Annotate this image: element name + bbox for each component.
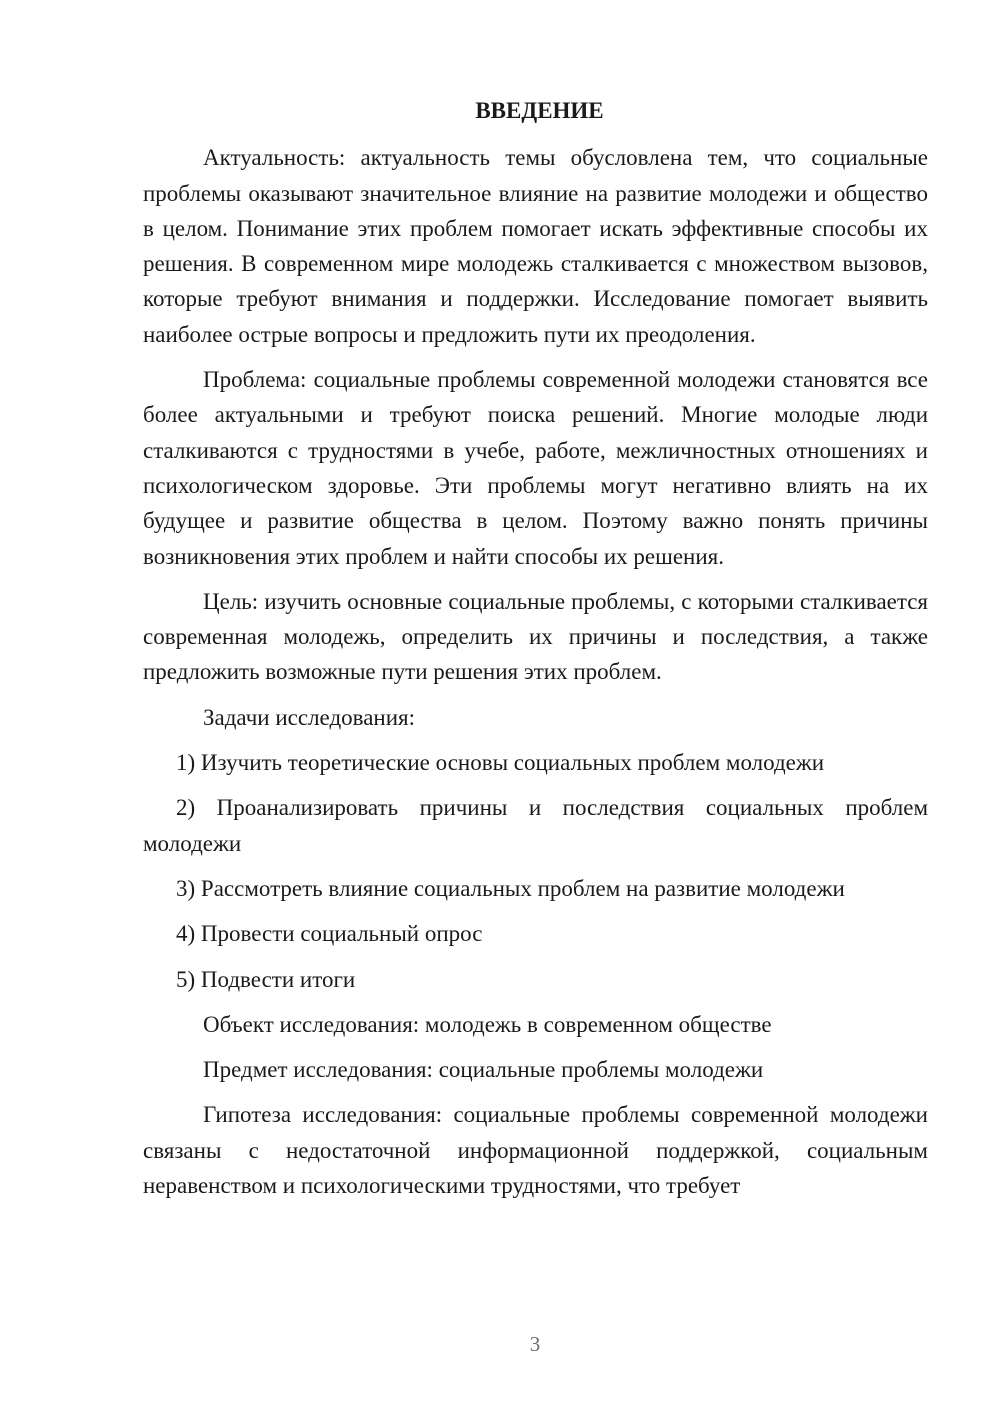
task-item: 2) Проанализировать причины и последствия социальных проблем молодежи (143, 795, 928, 856)
research-subject: Предмет исследования: социальные проблемы молодежи (203, 1057, 764, 1083)
task-item: 5) Подвести итоги (176, 966, 356, 992)
research-object: Объект исследования: молодежь в современном обществе (203, 1011, 772, 1037)
task-item: 1) Изучить теоретические основы социальных проблем молодежи (176, 750, 825, 776)
relevance-paragraph: Актуальность: актуальность темы обусловлена тем, что социальные проблемы оказывают значительное влияние на развитие молодежи и общество в целом. Понимание этих проблем помогает искать эффективные способы их решения. В современном мире молодежь сталкивается с множеством вызовов, которые требуют внимания и поддержки. Исследование помогает выявить наиболее острые вопросы и предложить пути их преодоления. (143, 145, 928, 347)
page-number: 3 (529, 1332, 541, 1356)
research-hypothesis: Гипотеза исследования: социальные проблемы современной молодежи связаны с недостаточной информационной поддержкой, социальным неравенством и психологическими трудностями, что требует (143, 1102, 928, 1199)
section-heading: ВВЕДЕНИЕ (475, 98, 604, 123)
problem-paragraph: Проблема: социальные проблемы современной молодежи становятся все более актуальными и требуют поиска решений. Многие молодые люди сталкиваются с трудностями в учебе, работе, межличностных отношениях и психологическом здоровье. Эти проблемы могут негативно влиять на их будущее и развитие общества в целом. Поэтому важно понять причины возникновения этих проблем и найти способы их решения. (143, 367, 928, 569)
task-item: 3) Рассмотреть влияние социальных проблем на развитие молодежи (176, 875, 845, 901)
task-item: 4) Провести социальный опрос (176, 921, 483, 947)
page-content (143, 93, 928, 1213)
tasks-title: Задачи исследования: (203, 704, 416, 730)
goal-paragraph: Цель: изучить основные социальные проблемы, с которыми сталкивается современная молодежь, определить их причины и последствия, а также предложить возможные пути решения этих проблем. (143, 588, 928, 685)
